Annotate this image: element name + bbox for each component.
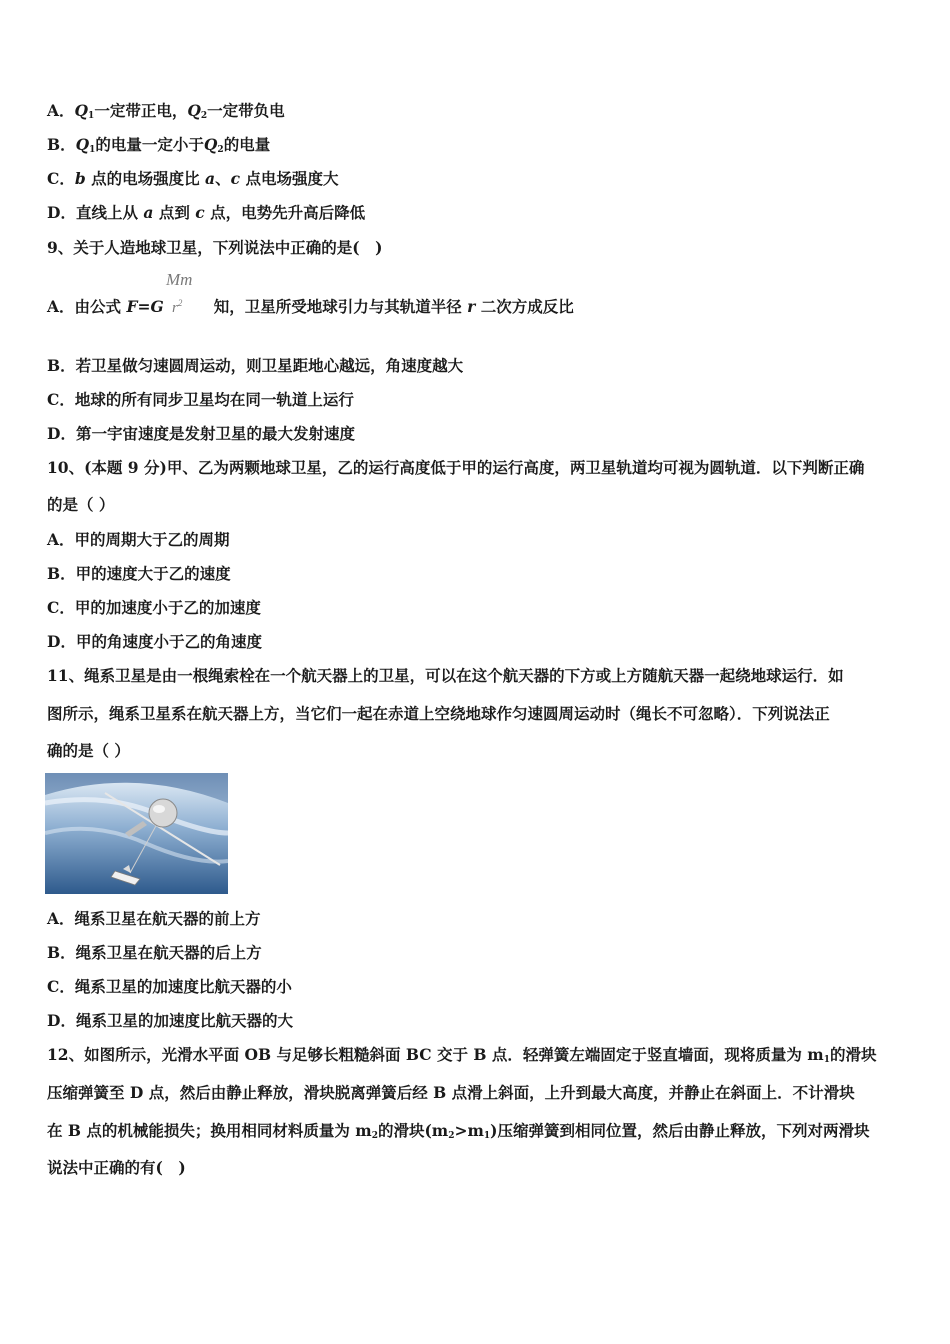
q12-stem-line-4: 说法中正确的有( ) — [47, 1158, 186, 1177]
q8-option-c: C．b 点的电场强度比 a、c 点电场强度大 — [47, 169, 339, 188]
q10-stem-line-2: 的是（ ） — [47, 495, 115, 514]
q11-stem-line-2: 图所示，绳系卫星系在航天器上方，当它们一起在赤道上空绕地球作匀速圆周运动时（绳长不可忽略）．下列说法正 — [47, 704, 830, 723]
q12-stem-line-3: 在 B 点的机械能损失；换用相同材料质量为 $m_2$的滑块$(m_2>m_1)$压缩弹簧到相同位置，然后由静止释放，下列对两滑块 — [47, 1121, 870, 1141]
gravitation-formula-fraction: Mm $r^2$ — [166, 270, 193, 316]
q10-option-c: C．甲的加速度小于乙的加速度 — [47, 598, 261, 617]
q8-option-b: B．$Q_1$的电量一定小于$Q_2$的电量 — [47, 135, 271, 155]
q10-option-b: B．甲的速度大于乙的速度 — [47, 564, 231, 583]
q11-option-a: A．绳系卫星在航天器的前上方 — [47, 909, 261, 928]
q11-option-c: C．绳系卫星的加速度比航天器的小 — [47, 977, 292, 996]
q9-option-d: D．第一宇宙速度是发射卫星的最大发射速度 — [47, 424, 355, 443]
q9-option-c: C．地球的所有同步卫星均在同一轨道上运行 — [47, 390, 354, 409]
tethered-satellite-photo — [45, 773, 228, 894]
q9-stem: 9、关于人造地球卫星，下列说法中正确的是( ) — [47, 238, 383, 257]
q10-stem-line-1: 10、(本题 9 分)甲、乙为两颗地球卫星，乙的运行高度低于甲的运行高度，两卫星轨道均可视为圆轨道．以下判断正确 — [47, 458, 865, 477]
q11-stem-line-3: 确的是（ ） — [47, 741, 130, 760]
q12-stem-line-1: 12、如图所示，光滑水平面 OB 与足够长粗糙斜面 BC 交于 B 点．轻弹簧左端固定于竖直墙面，现将质量为 $m_1$的滑块 — [47, 1045, 877, 1065]
q11-option-b: B．绳系卫星在航天器的后上方 — [47, 943, 262, 962]
q9-option-a: A．由公式 F=G 知，卫星所受地球引力与其轨道半径 r 二次方成反比 — [47, 297, 574, 316]
q8-option-a: A．$Q_1$一定带正电，$Q_2$一定带负电 — [47, 101, 285, 121]
q11-option-d: D．绳系卫星的加速度比航天器的大 — [47, 1011, 293, 1030]
q8-option-d: D．直线上从 a 点到 c 点，电势先升高后降低 — [47, 203, 366, 222]
q11-stem-line-1: 11、绳系卫星是由一根绳索栓在一个航天器上的卫星，可以在这个航天器的下方或上方随航天器一起绕地球运行．如 — [47, 666, 844, 685]
q10-option-a: A．甲的周期大于乙的周期 — [47, 530, 230, 549]
q9-option-b: B．若卫星做匀速圆周运动，则卫星距地心越远，角速度越大 — [47, 356, 464, 375]
q10-option-d: D．甲的角速度小于乙的角速度 — [47, 632, 262, 651]
q12-stem-line-2: 压缩弹簧至 D 点，然后由静止释放，滑块脱离弹簧后经 B 点滑上斜面，上升到最大高度，并静止在斜面上．不计滑块 — [47, 1083, 855, 1102]
